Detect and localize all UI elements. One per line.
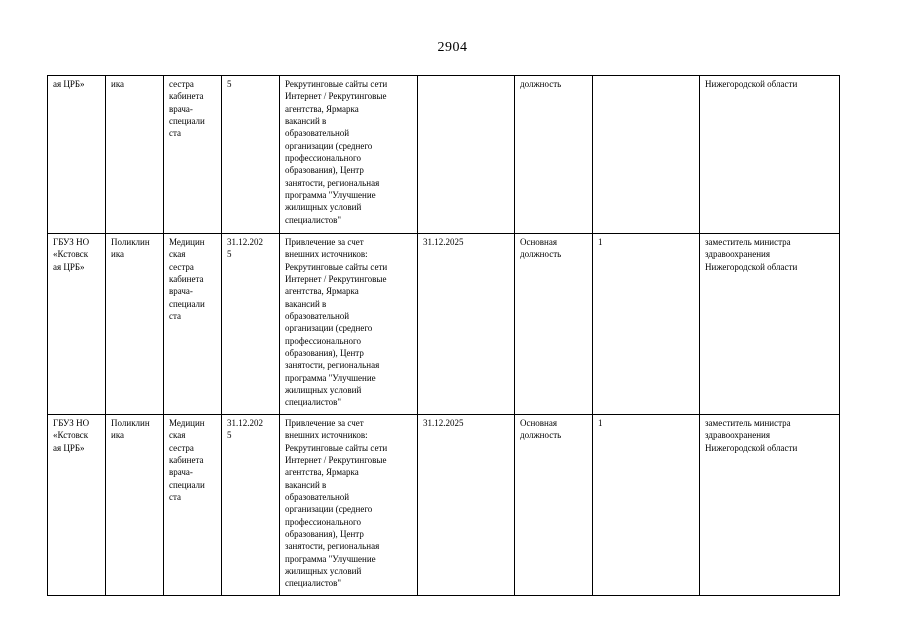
cell-line: кабинета xyxy=(169,274,204,285)
cell-line: жилищных условий xyxy=(285,566,362,577)
cell-line: 31.12.2025 xyxy=(423,237,464,247)
cell-line: организации (среднего xyxy=(285,323,373,334)
cell-line: Основная xyxy=(520,418,558,428)
cell-line: «Кстовск xyxy=(53,430,89,441)
cell-line: образования), Центр xyxy=(285,348,364,359)
table-row xyxy=(48,76,840,234)
cell-date xyxy=(222,234,280,415)
cell-line: организации (среднего xyxy=(285,140,373,151)
cell-line: Поликлин xyxy=(111,418,150,428)
cell-line: сестра xyxy=(169,79,194,89)
cell-line: образования), Центр xyxy=(285,165,364,176)
cell-line: 5 xyxy=(227,249,232,260)
cell-line: программа "Улучшение xyxy=(285,553,376,564)
cell-count xyxy=(593,76,700,234)
cell-date xyxy=(222,415,280,596)
cell-unit xyxy=(106,415,164,596)
cell-line: должность xyxy=(520,430,562,441)
cell-line: занятости, региональная xyxy=(285,177,380,188)
cell-responsible xyxy=(700,415,840,596)
cell-line: Медицин xyxy=(169,237,205,247)
cell-line: образовательной xyxy=(285,311,350,322)
cell-line: агентства, Ярмарка xyxy=(285,286,359,297)
cell-employment-type xyxy=(515,234,593,415)
cell-line: организации (среднего xyxy=(285,504,373,515)
cell-organization xyxy=(48,76,106,234)
cell-line: здравоохранения xyxy=(705,249,771,260)
cell-count xyxy=(593,234,700,415)
cell-line: программа "Улучшение xyxy=(285,372,376,383)
cell-line: специалистов" xyxy=(285,397,342,408)
cell-line: должность xyxy=(520,79,562,89)
cell-line: вакансий в xyxy=(285,479,327,490)
cell-line: специалистов" xyxy=(285,214,342,225)
cell-line: ика xyxy=(111,249,125,260)
cell-line: жилищных условий xyxy=(285,385,362,396)
cell-line: Нижегородской области xyxy=(705,79,798,89)
cell-organization xyxy=(48,234,106,415)
cell-line: специали xyxy=(169,298,205,309)
cell-position xyxy=(164,415,222,596)
cell-line: ГБУЗ НО xyxy=(53,237,90,247)
cell-line: ая ЦРБ» xyxy=(53,442,85,453)
cell-line: заместитель министра xyxy=(705,418,791,428)
cell-line: образования), Центр xyxy=(285,529,364,540)
cell-line: образовательной xyxy=(285,128,350,139)
cell-line: профессионального xyxy=(285,335,361,346)
cell-line: ста xyxy=(169,128,182,139)
cell-deadline xyxy=(418,234,515,415)
cell-line: ста xyxy=(169,492,182,503)
cell-unit xyxy=(106,234,164,415)
cell-line: профессионального xyxy=(285,153,361,164)
staffing-table xyxy=(47,75,840,596)
cell-line: вакансий в xyxy=(285,298,327,309)
cell-line: врача- xyxy=(169,103,193,114)
cell-line: Интернет / Рекрутинговые xyxy=(285,91,387,102)
cell-line: здравоохранения xyxy=(705,430,771,441)
cell-line: 5 xyxy=(227,79,232,89)
cell-line: жилищных условий xyxy=(285,202,362,213)
cell-organization xyxy=(48,415,106,596)
cell-line: врача- xyxy=(169,286,193,297)
cell-line: 31.12.202 xyxy=(227,418,263,428)
cell-unit xyxy=(106,76,164,234)
cell-line: врача- xyxy=(169,467,193,478)
cell-line: Медицин xyxy=(169,418,205,428)
cell-line: 1 xyxy=(598,237,603,247)
cell-line: сестра xyxy=(169,442,194,453)
cell-line: занятости, региональная xyxy=(285,541,380,552)
cell-employment-type xyxy=(515,76,593,234)
cell-line: специали xyxy=(169,116,205,127)
cell-responsible xyxy=(700,234,840,415)
cell-sources xyxy=(280,76,418,234)
cell-position xyxy=(164,234,222,415)
cell-line: ста xyxy=(169,311,182,322)
cell-line: профессионального xyxy=(285,516,361,527)
cell-line: 5 xyxy=(227,430,232,441)
cell-date xyxy=(222,76,280,234)
cell-line: образовательной xyxy=(285,492,350,503)
cell-line: специали xyxy=(169,479,205,490)
cell-line: ика xyxy=(111,430,125,441)
cell-line: Привлечение за счет xyxy=(285,237,364,247)
cell-line: агентства, Ярмарка xyxy=(285,103,359,114)
cell-line: ГБУЗ НО xyxy=(53,418,90,428)
cell-line: «Кстовск xyxy=(53,249,89,260)
cell-sources xyxy=(280,415,418,596)
cell-line: сестра xyxy=(169,261,194,272)
cell-line: специалистов" xyxy=(285,578,342,589)
cell-deadline xyxy=(418,415,515,596)
cell-deadline xyxy=(418,76,515,234)
cell-line: Привлечение за счет xyxy=(285,418,364,428)
cell-sources xyxy=(280,234,418,415)
cell-line: 31.12.2025 xyxy=(423,418,464,428)
cell-line: внешних источников: xyxy=(285,430,368,441)
cell-responsible xyxy=(700,76,840,234)
cell-line: программа "Улучшение xyxy=(285,190,376,201)
table-row xyxy=(48,234,840,415)
cell-employment-type xyxy=(515,415,593,596)
cell-line: вакансий в xyxy=(285,116,327,127)
cell-line: Поликлин xyxy=(111,237,150,247)
cell-line: 1 xyxy=(598,418,603,428)
cell-position xyxy=(164,76,222,234)
cell-line: Нижегородской области xyxy=(705,442,798,453)
cell-line: Нижегородской области xyxy=(705,261,798,272)
cell-line: кабинета xyxy=(169,455,204,466)
cell-line: Основная xyxy=(520,237,558,247)
cell-count xyxy=(593,415,700,596)
cell-line: заместитель министра xyxy=(705,237,791,247)
table-row xyxy=(48,415,840,596)
cell-line: Рекрутинговые сайты сети xyxy=(285,79,388,89)
cell-line: ская xyxy=(169,249,186,260)
cell-line: Рекрутинговые сайты сети xyxy=(285,442,388,453)
cell-line: должность xyxy=(520,249,562,260)
cell-line: кабинета xyxy=(169,91,204,102)
cell-line: внешних источников: xyxy=(285,249,368,260)
cell-line: Интернет / Рекрутинговые xyxy=(285,455,387,466)
cell-line: агентства, Ярмарка xyxy=(285,467,359,478)
cell-line: Рекрутинговые сайты сети xyxy=(285,261,388,272)
cell-line: занятости, региональная xyxy=(285,360,380,371)
cell-line: 31.12.202 xyxy=(227,237,263,247)
cell-line: ая ЦРБ» xyxy=(53,79,85,89)
cell-line: ская xyxy=(169,430,186,441)
cell-line: ика xyxy=(111,79,125,89)
cell-line: ая ЦРБ» xyxy=(53,261,85,272)
page-number: 2904 xyxy=(437,40,468,55)
cell-line: Интернет / Рекрутинговые xyxy=(285,274,387,285)
